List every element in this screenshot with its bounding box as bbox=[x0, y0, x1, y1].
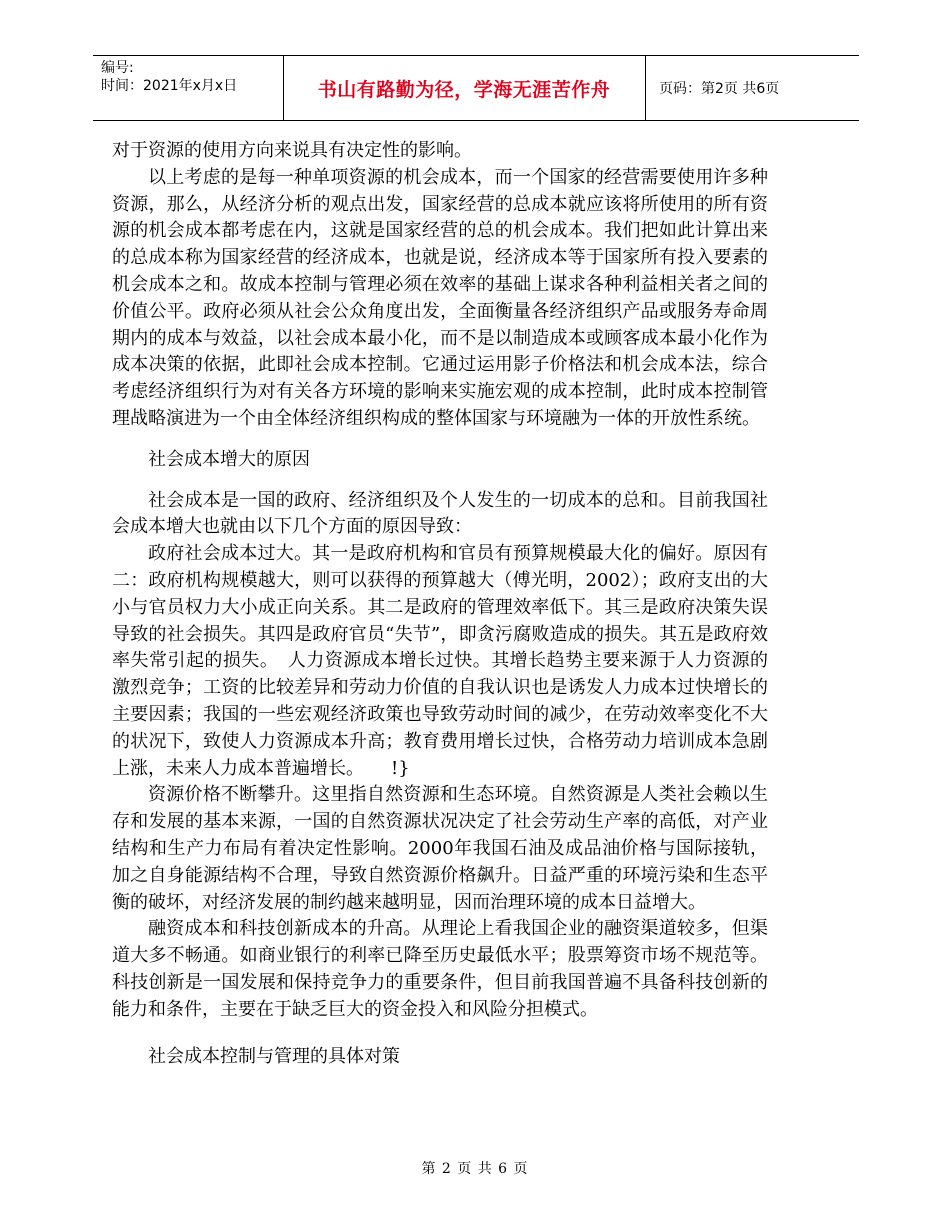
paragraph: 政府社会成本过大。其一是政府机构和官员有预算规模最大化的偏好。原因有二：政府机构规模越大，则可以获得的预算越大（傅光明，2002）；政府支出的大小与官员权力大小成正向关系。其二是政府的管理效率低下。其三是政府决策失误导致的社会损失。其四是政府官员“失节”，即贪污腐败造成的损失。其五是政府效率失常引起的损失。 人力资源成本增长过快。其增长趋势主要来源于人力资源的激烈竞争；工资的比较差异和劳动力价值的自我认识也是诱发人力成本过快增长的主要因素；我国的一些宏观经济政策也导致劳动时间的减少，在劳动效率变化不大的状况下，致使人力资源成本升高；教育费用增长过快，合格劳动力培训成本急剧上涨，未来人力成本普遍增长。 !} bbox=[112, 543, 768, 779]
section-heading: 社会成本控制与管理的具体对策 bbox=[148, 1045, 400, 1067]
paragraph: 资源价格不断攀升。这里指自然资源和生态环境。自然资源是人类社会赖以生存和发展的基本来源，一国的自然资源状况决定了社会劳动生产率的高低，对产业结构和生产力布局有着决定性影响。2000年我国石油及成品油价格与国际接轨，加之自身能源结构不合理，导致自然资源价格飙升。日益严重的环境污染和生态平衡的破坏，对经济发展的制约越来越明显，因而治理环境的成本日益增大。 bbox=[112, 784, 768, 913]
paragraph: 融资成本和科技创新成本的升高。从理论上看我国企业的融资渠道较多，但渠道大多不畅通。如商业银行的利率已降至历史最低水平；股票筹资市场不规范等。科技创新是一国发展和保持竞争力的重要条件，但目前我国普遍不具备科技创新的能力和条件，主要在于缺乏巨大的资金投入和风险分担模式。 bbox=[112, 918, 768, 1020]
paragraph: 对于资源的使用方向来说具有决定性的影响。 bbox=[112, 140, 472, 161]
serial-label: 编号: bbox=[101, 60, 134, 76]
header-meta bbox=[101, 59, 237, 95]
header-motto: 书山有路勤为径，学海无涯苦作舟 bbox=[317, 79, 611, 101]
page-footer: 第 2 页 共 6 页 bbox=[421, 1161, 529, 1177]
document-body bbox=[112, 138, 768, 1084]
paragraph: 以上考虑的是每一种单项资源的机会成本，而一个国家的经营需要使用许多种资源，那么，从经济分析的观点出发，国家经营的总成本就应该将所使用的所有资源的机会成本都考虑在内，这就是国家经营的总的机会成本。我们把如此计算出来的总成本称为国家经营的经济成本，也就是说，经济成本等于国家所有投入要素的机会成本之和。故成本控制与管理必须在效率的基础上谋求各种利益相关者之间的价值公平。政府必须从社会公众角度出发，全面衡量各经济组织产品或服务寿命周期内的成本与效益，以社会成本最小化，而不是以制造成本或顾客成本最小化作为成本决策的依据，此即社会成本控制。它通过运用影子价格法和机会成本法，综合考虑经济组织行为对有关各方环境的影响来实施宏观的成本控制，此时成本控制管理战略演进为一个由全体经济组织构成的整体国家与环境融为一体的开放性系统。 bbox=[112, 166, 768, 429]
header-divider bbox=[645, 55, 646, 121]
header-top-rule bbox=[93, 55, 859, 56]
header-page-info: 页码：第2页 共6页 bbox=[659, 81, 780, 97]
page-header bbox=[93, 55, 859, 121]
header-bottom-rule bbox=[93, 120, 859, 121]
section-heading: 社会成本增大的原因 bbox=[148, 448, 310, 470]
paragraph: 社会成本是一国的政府、经济组织及个人发生的一切成本的总和。目前我国社会成本增大也就由以下几个方面的原因导致： bbox=[112, 489, 768, 538]
time-label: 时间：2021年x月x日 bbox=[101, 78, 238, 94]
